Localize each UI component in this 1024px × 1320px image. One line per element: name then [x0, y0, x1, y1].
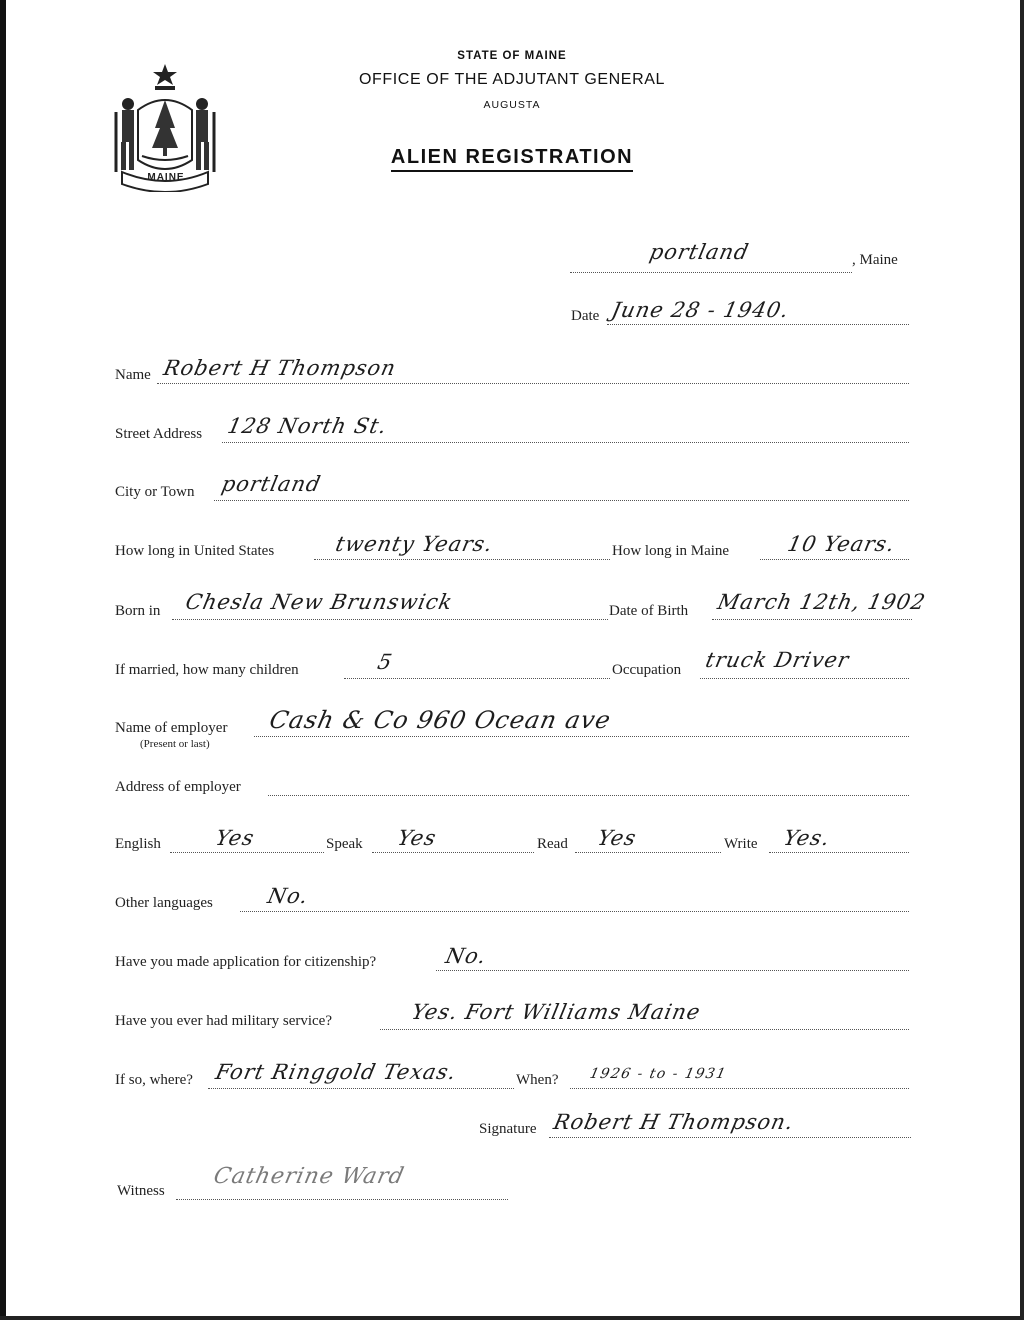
children-value: 5 — [375, 650, 395, 674]
place-value: portland — [647, 240, 752, 264]
date-label: Date — [571, 308, 600, 324]
city-label: City or Town — [115, 484, 195, 500]
write-label: Write — [724, 836, 758, 852]
citizenship-label: Have you made application for citizenship? — [115, 954, 377, 970]
occupation-value: truck Driver — [703, 648, 852, 672]
page-title: ALIEN REGISTRATION — [0, 146, 1024, 169]
scan-edge-left — [0, 0, 6, 1320]
city-heading: AUGUSTA — [483, 99, 541, 111]
state-heading: STATE OF MAINE — [457, 50, 567, 62]
employer-address-label: Address of employer — [115, 779, 241, 795]
where-value: Fort Ringgold Texas. — [213, 1060, 459, 1084]
street-address-value: 128 North St. — [225, 414, 390, 438]
scan-edge-bottom — [0, 1316, 1024, 1320]
read-value: Yes — [595, 826, 639, 850]
date-value: June 28 - 1940. — [609, 298, 792, 322]
how-long-us-value: twenty Years. — [333, 532, 496, 556]
citizenship-value: No. — [443, 944, 489, 968]
born-in-value: Chesla New Brunswick — [183, 590, 456, 614]
where-label: If so, where? — [115, 1072, 193, 1088]
seal-motto: MAINE — [147, 172, 185, 183]
name-label: Name — [115, 367, 151, 383]
military-value: Yes. Fort Williams Maine — [409, 1000, 704, 1024]
other-languages-label: Other languages — [115, 895, 213, 911]
english-value: Yes — [213, 826, 257, 850]
write-value: Yes. — [781, 826, 833, 850]
date-of-birth-label: Date of Birth — [609, 603, 689, 619]
how-long-us-label: How long in United States — [115, 543, 275, 559]
english-label: English — [115, 836, 161, 852]
street-address-label: Street Address — [115, 426, 203, 442]
when-value: 1926 - to - 1931 — [588, 1066, 729, 1082]
employer-value: Cash & Co 960 Ocean ave — [267, 706, 614, 734]
occupation-label: Occupation — [612, 662, 682, 678]
witness-label: Witness — [117, 1183, 165, 1199]
name-value: Robert H Thompson — [161, 356, 399, 380]
witness-value: Catherine Ward — [211, 1164, 407, 1189]
read-label: Read — [537, 836, 568, 852]
speak-value: Yes — [395, 826, 439, 850]
military-label: Have you ever had military service? — [115, 1013, 332, 1029]
when-label: When? — [516, 1072, 559, 1088]
how-long-maine-label: How long in Maine — [612, 543, 730, 559]
signature-value: Robert H Thompson. — [551, 1110, 797, 1134]
how-long-maine-value: 10 Years. — [785, 532, 898, 556]
place-suffix: , Maine — [852, 252, 898, 268]
born-in-label: Born in — [115, 603, 161, 619]
city-value: portland — [219, 472, 324, 496]
speak-label: Speak — [326, 836, 363, 852]
office-heading: OFFICE OF THE ADJUTANT GENERAL — [358, 71, 666, 88]
signature-label: Signature — [479, 1121, 537, 1137]
date-of-birth-value: March 12th, 1902 — [715, 590, 929, 614]
other-languages-value: No. — [265, 884, 311, 908]
employer-label: Name of employer — [115, 720, 228, 736]
employer-sublabel: (Present or last) — [140, 738, 210, 750]
children-label: If married, how many children — [115, 662, 299, 678]
scan-edge-right — [1020, 0, 1024, 1320]
